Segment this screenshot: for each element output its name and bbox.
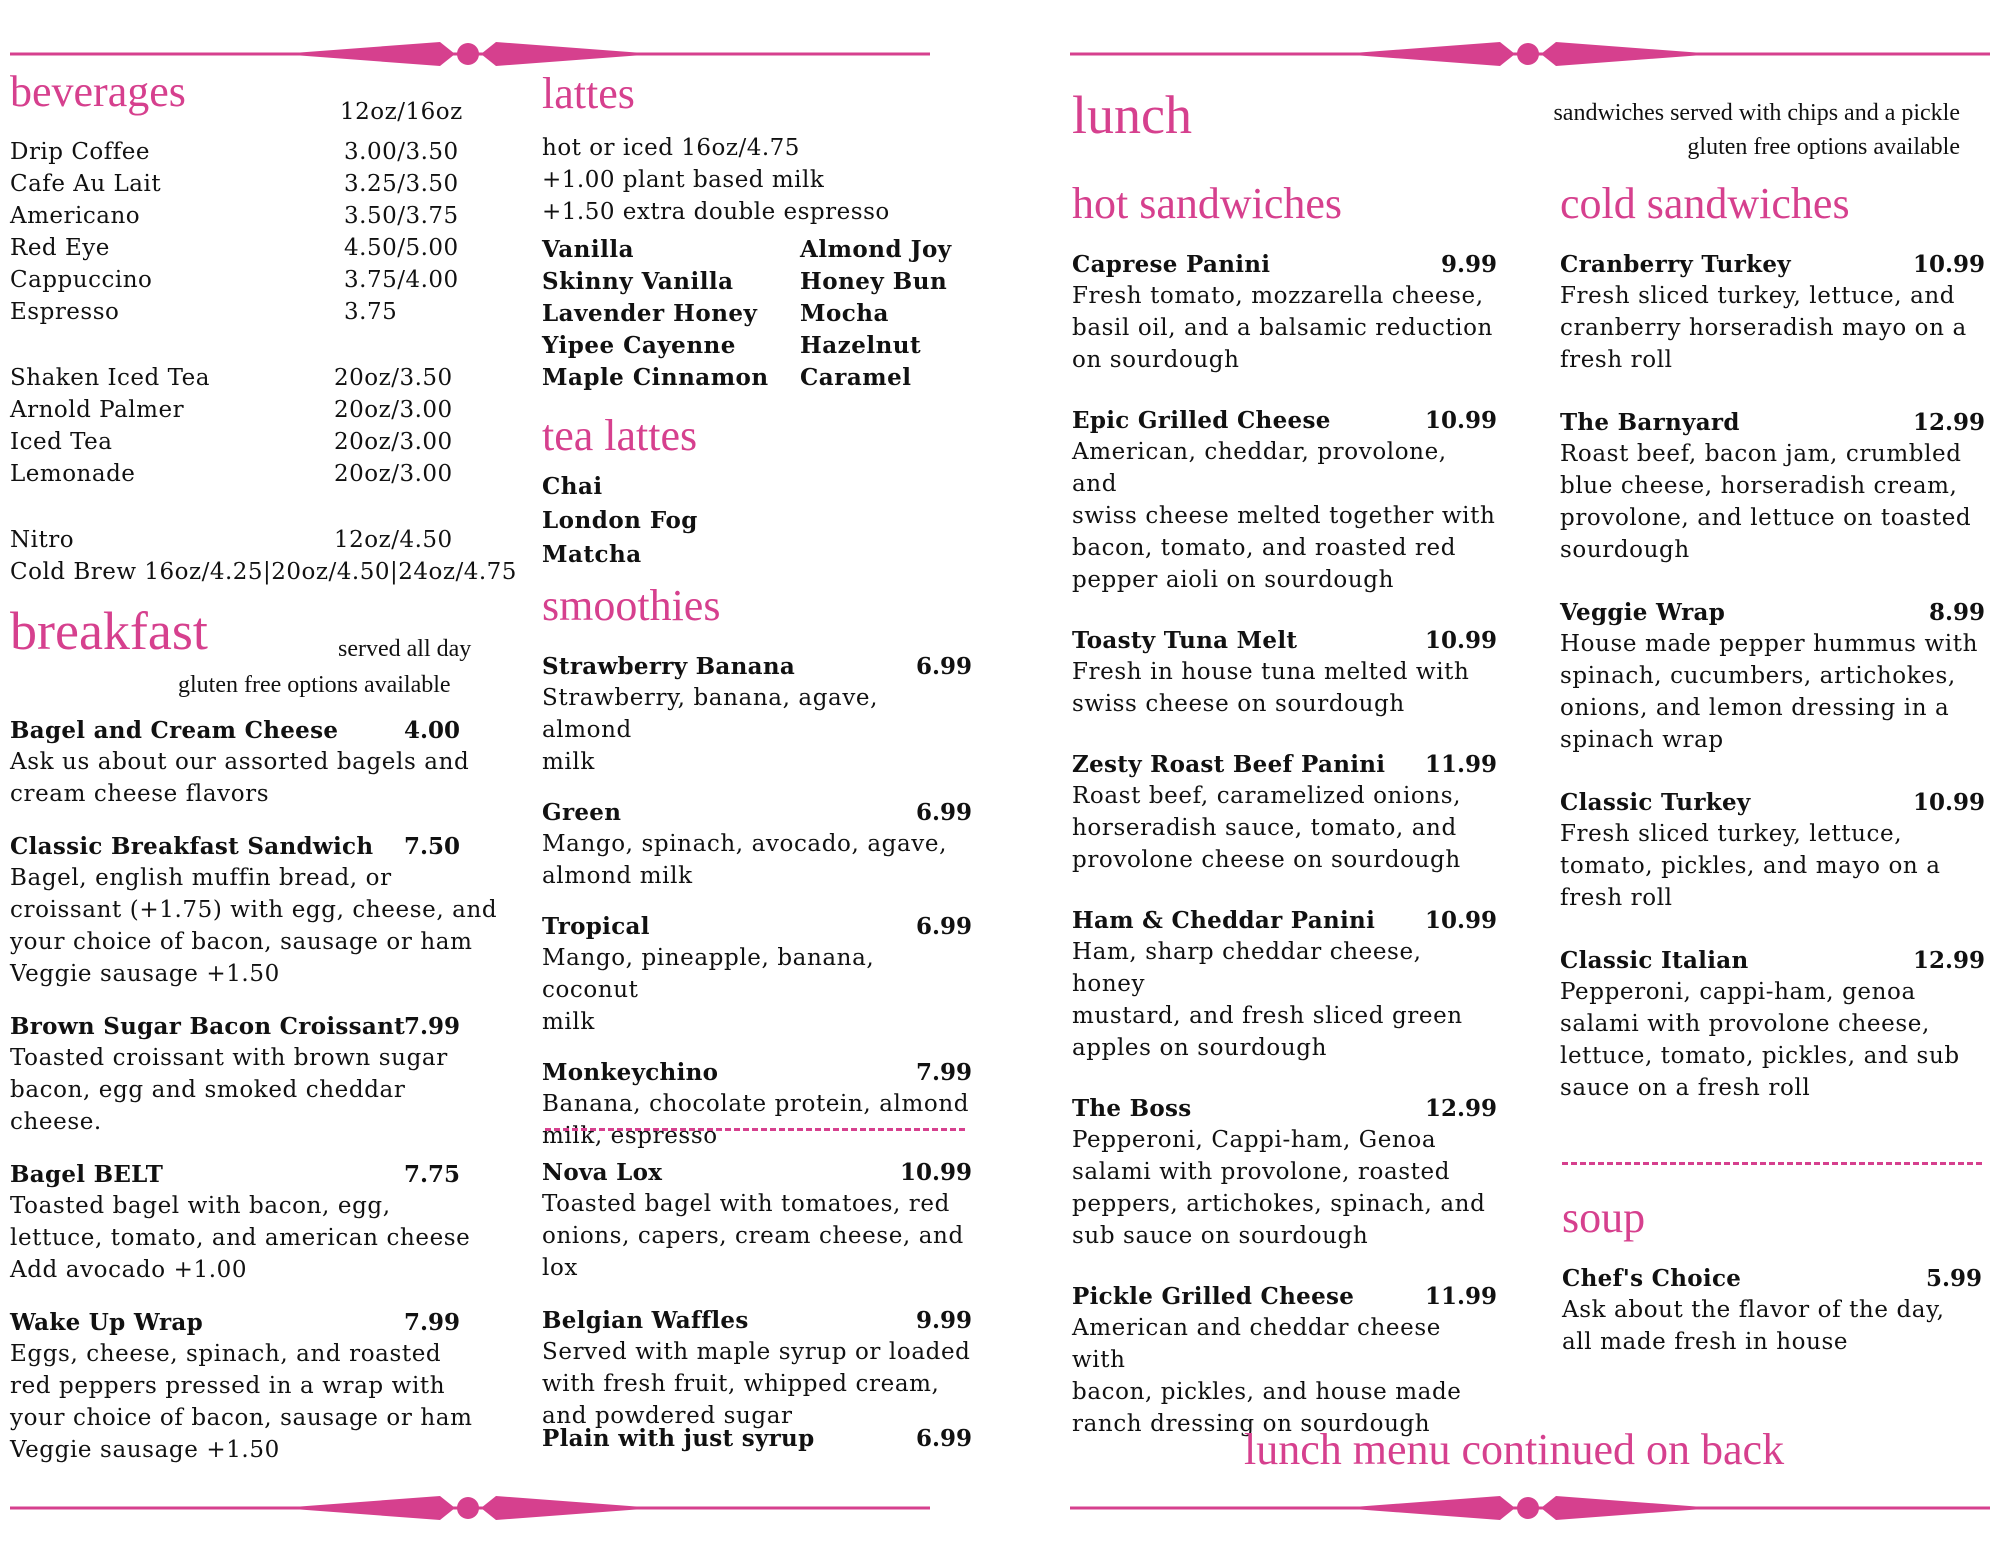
item-description-line: Mango, pineapple, banana, coconut: [542, 945, 875, 1003]
item-description-line: Fresh tomato, mozzarella cheese,: [1072, 283, 1484, 309]
plain-syrup-price: 6.99: [916, 1425, 973, 1452]
hot-sandwich-item: [1072, 406, 1497, 596]
item-description-line: American, cheddar, provolone, and: [1072, 439, 1447, 497]
plain-syrup-name: Plain with just syrup: [542, 1425, 815, 1452]
beverage-price: 20oz/3.00: [334, 461, 453, 487]
item-description-line: bacon, pickles, and house made: [1072, 1379, 1462, 1405]
item-header: [1072, 1282, 1497, 1312]
item-description-line: all made fresh in house: [1562, 1329, 1849, 1355]
smoothies-list: [542, 652, 972, 1172]
cold-brew: Cold Brew 16oz/4.25|20oz/4.50|24oz/4.75: [10, 559, 517, 585]
item-description-line: provolone, and lettuce on toasted: [1560, 505, 1972, 531]
item-header: [1560, 946, 1985, 976]
item-name: Classic Turkey: [1560, 789, 1751, 816]
item-header: [10, 1308, 500, 1338]
divider-ornament-bottom-left: [10, 1488, 930, 1528]
cold-sandwich-item: [1560, 598, 1985, 756]
breakfast-item: [10, 716, 500, 810]
item-description-line: Bagel, english muffin bread, or: [10, 865, 392, 891]
item-name: Classic Breakfast Sandwich: [10, 833, 374, 860]
beverages-group2: [10, 362, 480, 490]
item-name: Cranberry Turkey: [1560, 251, 1791, 278]
beverage-row: [10, 136, 480, 168]
item-description-line: Eggs, cheese, spinach, and roasted: [10, 1341, 442, 1367]
item-description-line: apples on sourdough: [1072, 1035, 1327, 1061]
item-description-line: onions, capers, cream cheese, and: [542, 1223, 964, 1249]
item-price: 12.99: [1912, 409, 1985, 436]
latte-flavor: Mocha: [800, 300, 889, 327]
item-name: The Boss: [1072, 1095, 1192, 1122]
beverage-row: [10, 426, 480, 458]
beverage-row: [10, 168, 480, 200]
item-name: Wake Up Wrap: [10, 1309, 203, 1336]
item-description-line: lettuce, tomato, pickles, and sub: [1560, 1043, 1960, 1069]
item-description-line: mustard, and fresh sliced green: [1072, 1003, 1463, 1029]
item-name: Caprese Panini: [1072, 251, 1271, 278]
hot-sandwich-item: [1072, 250, 1497, 376]
item-name: Pickle Grilled Cheese: [1072, 1283, 1355, 1310]
item-description-line: fresh roll: [1560, 885, 1673, 911]
latte-flavor: Caramel: [800, 364, 912, 391]
tea-latte-item: Matcha: [542, 541, 642, 568]
item-description-line: salami with provolone cheese,: [1560, 1011, 1930, 1037]
beverage-name: Lemonade: [10, 461, 136, 487]
item-price: 11.99: [1424, 1283, 1497, 1310]
item-price: 6.99: [915, 799, 972, 826]
smoothie-item: [542, 652, 972, 778]
item-price: 4.00: [403, 717, 460, 744]
item-description-line: milk: [542, 749, 595, 775]
item-name: Strawberry Banana: [542, 653, 796, 680]
item-description-line: pepper aioli on sourdough: [1072, 567, 1394, 593]
item-description-line: Fresh sliced turkey, lettuce,: [1560, 821, 1903, 847]
nitro-price: 12oz/4.50: [334, 527, 453, 553]
beverage-price: 3.00/3.50: [344, 139, 459, 165]
item-header: [10, 832, 500, 862]
item-header: [1072, 626, 1497, 656]
beverage-name: Iced Tea: [10, 429, 113, 455]
soup-divider: [1562, 1162, 1982, 1165]
item-price: 10.99: [1424, 907, 1497, 934]
item-name: Belgian Waffles: [542, 1307, 749, 1334]
item-price: 10.99: [899, 1159, 972, 1186]
item-header: [10, 1012, 500, 1042]
tea-latte-item: Chai: [542, 473, 603, 500]
item-price: 5.99: [1925, 1265, 1982, 1292]
latte-flavor: Maple Cinnamon: [542, 364, 769, 391]
latte-info-line: hot or iced 16oz/4.75: [542, 135, 800, 161]
beverage-price: 20oz/3.00: [334, 429, 453, 455]
item-header: [1072, 1094, 1497, 1124]
item-description-line: Ask us about our assorted bagels and: [10, 749, 470, 775]
item-description-line: cranberry horseradish mayo on a: [1560, 315, 1967, 341]
hot-sandwiches-title: hot sandwiches: [1072, 179, 1343, 228]
item-description-line: fresh roll: [1560, 347, 1673, 373]
breakfast-item: [10, 832, 500, 990]
item-name: Veggie Wrap: [1560, 599, 1726, 626]
beverage-row: [10, 296, 480, 328]
item-description-line: Roast beef, caramelized onions,: [1072, 783, 1462, 809]
item-name: Green: [542, 799, 622, 826]
divider-ornament-bottom-right: [1070, 1488, 1990, 1528]
soup-item: [1562, 1264, 1982, 1358]
smoothie-item: [542, 912, 972, 1038]
item-header: [542, 912, 972, 942]
item-description-line: croissant (+1.75) with egg, cheese, and: [10, 897, 498, 923]
latte-flavor: Honey Bun: [800, 268, 948, 295]
tea-latte-item: London Fog: [542, 507, 698, 534]
smoothies-title: smoothies: [542, 581, 721, 630]
item-description-line: red peppers pressed in a wrap with: [10, 1373, 446, 1399]
item-price: 10.99: [1912, 789, 1985, 816]
lunch-note-gluten: gluten free options available: [1687, 134, 1960, 160]
item-description-line: provolone cheese on sourdough: [1072, 847, 1461, 873]
beverage-price: 3.50/3.75: [344, 203, 459, 229]
item-description-line: cream cheese flavors: [10, 781, 270, 807]
item-price: 6.99: [915, 653, 972, 680]
lunch-continued: lunch menu continued on back: [1244, 1425, 1785, 1474]
item-description-line: with fresh fruit, whipped cream,: [542, 1371, 940, 1397]
item-name: Toasty Tuna Melt: [1072, 627, 1298, 654]
breakfast-item: [10, 1012, 500, 1138]
cold-sandwich-item: [1560, 250, 1985, 376]
beverage-name: Cappuccino: [10, 267, 153, 293]
item-description-line: your choice of bacon, sausage or ham: [10, 1405, 473, 1431]
item-description-line: House made pepper hummus with: [1560, 631, 1978, 657]
item-name: Zesty Roast Beef Panini: [1072, 751, 1386, 778]
beverage-row: [10, 264, 480, 296]
hot-sandwich-item: [1072, 906, 1497, 1064]
beverages-group1: [10, 136, 480, 328]
item-header: [542, 1158, 972, 1188]
latte-flavors-left: [542, 234, 769, 394]
beverage-price: 20oz/3.00: [334, 397, 453, 423]
beverage-name: Drip Coffee: [10, 139, 151, 165]
beverage-name: Espresso: [10, 299, 120, 325]
hot-sandwiches-list: [1072, 250, 1497, 1470]
item-name: Bagel BELT: [10, 1161, 164, 1188]
item-price: 7.75: [403, 1161, 460, 1188]
item-description-line: sourdough: [1560, 537, 1690, 563]
item-description-line: bacon, tomato, and roasted red: [1072, 535, 1457, 561]
item-description-line: Toasted bagel with tomatoes, red: [542, 1191, 950, 1217]
item-header: [542, 1058, 972, 1088]
cold-sandwich-item: [1560, 788, 1985, 914]
hot-sandwich-item: [1072, 1282, 1497, 1440]
item-header: [1072, 750, 1497, 780]
item-description-line: sauce on a fresh roll: [1560, 1075, 1811, 1101]
item-header: [1560, 250, 1985, 280]
item-price: 6.99: [915, 913, 972, 940]
beverage-price: 20oz/3.50: [334, 365, 453, 391]
item-header: [1560, 598, 1985, 628]
smoothie-item: [542, 1058, 972, 1152]
extras-list: [542, 1158, 972, 1454]
item-header: [10, 1160, 500, 1190]
item-description-line: spinach, cucumbers, artichokes,: [1560, 663, 1956, 689]
item-description-line: lox: [542, 1255, 578, 1281]
item-name: Monkeychino: [542, 1059, 719, 1086]
item-name: Classic Italian: [1560, 947, 1749, 974]
lunch-title: lunch: [1072, 85, 1192, 145]
menu-item: [542, 1158, 972, 1284]
item-description-line: onions, and lemon dressing in a: [1560, 695, 1950, 721]
latte-flavor: Almond Joy: [800, 236, 952, 263]
item-header: [542, 798, 972, 828]
item-header: [1562, 1264, 1982, 1294]
item-description-line: American and cheddar cheese with: [1072, 1315, 1441, 1373]
item-description-line: tomato, pickles, and mayo on a: [1560, 853, 1941, 879]
item-price: 8.99: [1928, 599, 1985, 626]
item-name: Nova Lox: [542, 1159, 663, 1186]
item-header: [1072, 406, 1497, 436]
item-price: 7.99: [915, 1059, 972, 1086]
item-description-line: Ham, sharp cheddar cheese, honey: [1072, 939, 1422, 997]
item-description-line: Pepperoni, Cappi-ham, Genoa: [1072, 1127, 1437, 1153]
item-description-line: Served with maple syrup or loaded: [542, 1339, 971, 1365]
item-header: [542, 1306, 972, 1336]
latte-info-line: +1.50 extra double espresso: [542, 199, 890, 225]
item-name: Bagel and Cream Cheese: [10, 717, 339, 744]
cold-sandwiches-list: [1560, 250, 1985, 1136]
size-header: 12oz/16oz: [340, 99, 463, 125]
item-description-line: Veggie sausage +1.50: [10, 1437, 280, 1463]
item-name: Ham & Cheddar Panini: [1072, 907, 1376, 934]
latte-flavor: Yipee Cayenne: [542, 332, 736, 359]
latte-flavor: Hazelnut: [800, 332, 922, 359]
latte-flavors-right: [800, 234, 952, 394]
breakfast-title: breakfast: [10, 601, 208, 661]
item-description-line: Fresh in house tuna melted with: [1072, 659, 1470, 685]
latte-info-line: +1.00 plant based milk: [542, 167, 825, 193]
beverage-row: [10, 458, 480, 490]
lunch-note-chips: sandwiches served with chips and a pickle: [1553, 100, 1960, 126]
cold-sandwich-item: [1560, 408, 1985, 566]
item-description-line: swiss cheese on sourdough: [1072, 691, 1405, 717]
item-price: 12.99: [1912, 947, 1985, 974]
item-description-line: sub sauce on sourdough: [1072, 1223, 1369, 1249]
item-header: [542, 652, 972, 682]
item-description-line: blue cheese, horseradish cream,: [1560, 473, 1958, 499]
item-header: [1560, 408, 1985, 438]
item-description-line: Ask about the flavor of the day,: [1562, 1297, 1945, 1323]
lattes-title: lattes: [542, 69, 635, 118]
soup-title: soup: [1562, 1193, 1646, 1242]
item-description-line: Mango, spinach, avocado, agave,: [542, 831, 947, 857]
item-price: 10.99: [1912, 251, 1985, 278]
hot-sandwich-item: [1072, 1094, 1497, 1252]
item-description-line: spinach wrap: [1560, 727, 1724, 753]
item-price: 10.99: [1424, 407, 1497, 434]
item-price: 11.99: [1424, 751, 1497, 778]
soup-item: [1562, 1264, 1982, 1358]
breakfast-item: [10, 1160, 500, 1286]
item-description-line: Toasted croissant with brown sugar: [10, 1045, 448, 1071]
item-description-line: Banana, chocolate protein, almond: [542, 1091, 970, 1117]
item-description-line: basil oil, and a balsamic reduction: [1072, 315, 1493, 341]
smoothie-item: [542, 798, 972, 892]
item-description-line: Veggie sausage +1.50: [10, 961, 280, 987]
beverage-row: [10, 362, 480, 394]
item-price: 12.99: [1424, 1095, 1497, 1122]
item-name: Tropical: [542, 913, 650, 940]
nitro-name: Nitro: [10, 527, 75, 553]
breakfast-item: [10, 1308, 500, 1466]
item-description-line: Add avocado +1.00: [10, 1257, 248, 1283]
item-description-line: your choice of bacon, sausage or ham: [10, 929, 473, 955]
beverage-price: 3.75/4.00: [344, 267, 459, 293]
breakfast-note-served: served all day: [338, 636, 472, 662]
item-description-line: Toasted bagel with bacon, egg,: [10, 1193, 391, 1219]
beverage-name: Red Eye: [10, 235, 110, 261]
beverage-price: 4.50/5.00: [344, 235, 459, 261]
item-description-line: horseradish sauce, tomato, and: [1072, 815, 1457, 841]
item-price: 9.99: [915, 1307, 972, 1334]
item-price: 9.99: [1440, 251, 1497, 278]
beverage-row: [10, 200, 480, 232]
hot-sandwich-item: [1072, 626, 1497, 720]
tea-lattes-list: [542, 470, 698, 572]
item-description-line: milk: [542, 1009, 595, 1035]
hot-sandwich-item: [1072, 750, 1497, 876]
item-price: 7.99: [403, 1013, 460, 1040]
item-description-line: peppers, artichokes, spinach, and: [1072, 1191, 1486, 1217]
beverage-row: [10, 394, 480, 426]
divider-ornament-top-right: [1070, 34, 1990, 74]
item-description-line: ranch dressing on sourdough: [1072, 1411, 1431, 1437]
item-header: [1072, 250, 1497, 280]
item-price: 7.99: [403, 1309, 460, 1336]
cold-sandwiches-title: cold sandwiches: [1560, 179, 1850, 228]
breakfast-list: [10, 716, 500, 1488]
item-description-line: salami with provolone, roasted: [1072, 1159, 1451, 1185]
item-name: Epic Grilled Cheese: [1072, 407, 1331, 434]
item-description-line: swiss cheese melted together with: [1072, 503, 1496, 529]
menu-item: [542, 1306, 972, 1432]
item-description-line: Fresh sliced turkey, lettuce, and: [1560, 283, 1956, 309]
item-description-line: on sourdough: [1072, 347, 1240, 373]
item-header: [1072, 906, 1497, 936]
beverage-name: Americano: [10, 203, 141, 229]
item-header: [10, 716, 500, 746]
item-header: [1560, 788, 1985, 818]
item-description-line: milk, espresso: [542, 1123, 718, 1149]
item-name: Brown Sugar Bacon Croissant: [10, 1013, 406, 1040]
cold-sandwich-item: [1560, 946, 1985, 1104]
beverage-price: 3.25/3.50: [344, 171, 459, 197]
lattes-info: [542, 132, 890, 228]
dashed-divider: [545, 1128, 965, 1131]
breakfast-note-gluten: gluten free options available: [178, 672, 451, 698]
item-price: 7.50: [403, 833, 460, 860]
beverage-name: Arnold Palmer: [10, 397, 185, 423]
latte-flavor: Lavender Honey: [542, 300, 758, 327]
tea-lattes-title: tea lattes: [542, 411, 698, 460]
item-description-line: bacon, egg and smoked cheddar cheese.: [10, 1077, 406, 1135]
item-description-line: almond milk: [542, 863, 693, 889]
item-description-line: Roast beef, bacon jam, crumbled: [1560, 441, 1962, 467]
item-description-line: Strawberry, banana, agave, almond: [542, 685, 879, 743]
item-price: 10.99: [1424, 627, 1497, 654]
beverage-name: Shaken Iced Tea: [10, 365, 210, 391]
beverage-name: Cafe Au Lait: [10, 171, 162, 197]
item-name: The Barnyard: [1560, 409, 1740, 436]
item-description-line: and powdered sugar: [542, 1403, 793, 1429]
beverage-price: 3.75: [344, 299, 398, 325]
beverages-title: beverages: [10, 67, 186, 116]
beverage-row: [10, 232, 480, 264]
item-name: Chef's Choice: [1562, 1265, 1742, 1292]
item-description-line: Pepperoni, cappi-ham, genoa: [1560, 979, 1916, 1005]
latte-flavor: Vanilla: [542, 236, 634, 263]
item-description-line: lettuce, tomato, and american cheese: [10, 1225, 471, 1251]
latte-flavor: Skinny Vanilla: [542, 268, 734, 295]
